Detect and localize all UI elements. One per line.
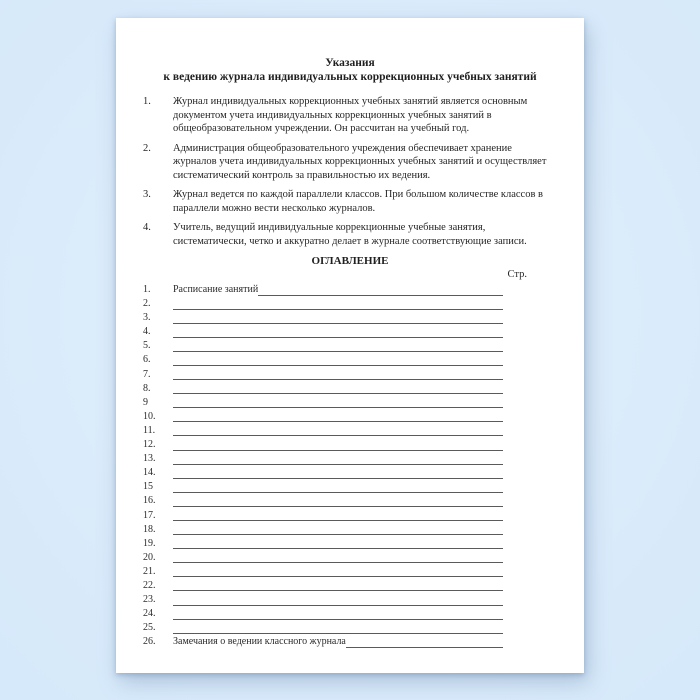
toc-row-number: 16. bbox=[143, 495, 156, 507]
toc-row bbox=[116, 438, 584, 452]
toc-row-number: 22. bbox=[143, 579, 156, 591]
toc-list bbox=[116, 283, 584, 649]
toc-row bbox=[116, 593, 584, 607]
title-line-2: к ведению журнала индивидуальных коррекционных учебных занятий bbox=[163, 71, 537, 83]
toc-row bbox=[116, 579, 584, 593]
toc-row bbox=[116, 339, 584, 353]
toc-row-number: 17. bbox=[143, 509, 156, 521]
toc-row bbox=[116, 494, 584, 508]
paragraph-number: 1. bbox=[143, 96, 151, 107]
toc-row-blank-line bbox=[173, 466, 503, 479]
toc-row-blank-line bbox=[173, 579, 503, 592]
toc-row bbox=[116, 551, 584, 565]
toc-row-number: 6. bbox=[143, 354, 151, 366]
toc-row-number: 9 bbox=[143, 396, 148, 408]
toc-row-blank-line bbox=[173, 396, 503, 409]
toc-row-blank-line bbox=[173, 565, 503, 578]
toc-row-number: 25. bbox=[143, 622, 156, 634]
toc-row-number: 8. bbox=[143, 382, 151, 394]
toc-row-number: 24. bbox=[143, 608, 156, 620]
toc-row bbox=[116, 452, 584, 466]
toc-row-number: 7. bbox=[143, 368, 151, 380]
toc-row-number: 19. bbox=[143, 537, 156, 549]
toc-row bbox=[116, 480, 584, 494]
document-page bbox=[116, 18, 584, 673]
toc-row-number: 23. bbox=[143, 594, 156, 606]
toc-row-blank-line bbox=[173, 325, 503, 338]
toc-row bbox=[116, 466, 584, 480]
toc-row-number: 21. bbox=[143, 565, 156, 577]
toc-row-blank-line bbox=[346, 635, 503, 648]
toc-row-number: 12. bbox=[143, 439, 156, 451]
toc-row bbox=[116, 537, 584, 551]
toc-row-blank-line bbox=[173, 438, 503, 451]
toc-row-number: 11. bbox=[143, 424, 156, 436]
toc-row-blank-line bbox=[173, 410, 503, 423]
toc-row-blank-line bbox=[173, 537, 503, 550]
toc-row bbox=[116, 382, 584, 396]
paragraph-text: Учитель, ведущий индивидуальные коррекционные учебные занятия, систематически, четко и аккуратно делает в журнале соответствующие записи. bbox=[173, 222, 527, 247]
toc-row-blank-line bbox=[173, 382, 503, 395]
instruction-paragraph bbox=[116, 142, 584, 183]
toc-row bbox=[116, 424, 584, 438]
toc-row-blank-line bbox=[173, 311, 503, 324]
instruction-paragraph bbox=[116, 95, 584, 136]
paragraph-number: 2. bbox=[143, 142, 151, 154]
toc-row bbox=[116, 297, 584, 311]
toc-row bbox=[116, 565, 584, 579]
page-column-label: Стр. bbox=[507, 269, 527, 280]
toc-row-blank-line bbox=[173, 339, 503, 352]
toc-row bbox=[116, 353, 584, 367]
toc-row-blank-line bbox=[173, 480, 503, 493]
toc-row bbox=[116, 635, 584, 649]
title-line-1: Указания bbox=[325, 57, 375, 69]
toc-row-blank-line bbox=[173, 353, 503, 366]
paragraph-text: Журнал ведется по каждой параллели классов. При большом количестве классов в параллели можно вести несколько журналов. bbox=[173, 189, 544, 214]
toc-row-blank-line bbox=[173, 509, 503, 522]
toc-row-blank-line bbox=[173, 593, 503, 606]
toc-row-number: 18. bbox=[143, 523, 156, 535]
toc-row bbox=[116, 607, 584, 621]
toc-row-label: Расписание занятий bbox=[173, 284, 259, 295]
instructions-list bbox=[116, 95, 584, 248]
toc-row bbox=[116, 523, 584, 537]
toc-row bbox=[116, 368, 584, 382]
toc-row bbox=[116, 621, 584, 635]
instruction-paragraph bbox=[116, 221, 584, 248]
toc-row-number: 14. bbox=[143, 467, 156, 479]
toc-row-blank-line bbox=[173, 607, 503, 620]
toc-row bbox=[116, 396, 584, 410]
toc-heading: ОГЛАВЛЕНИЕ bbox=[311, 255, 389, 267]
paragraph-number: 4. bbox=[143, 222, 151, 233]
toc-row-blank-line bbox=[173, 452, 503, 465]
toc-row-number: 4. bbox=[143, 326, 151, 338]
toc-row bbox=[116, 410, 584, 424]
toc-row-number: 5. bbox=[143, 340, 151, 352]
toc-row-number: 15 bbox=[143, 481, 153, 493]
toc-row-number: 13. bbox=[143, 453, 156, 465]
toc-row-number: 3. bbox=[143, 312, 151, 324]
toc-row-number: 20. bbox=[143, 551, 156, 563]
toc-row-blank-line bbox=[258, 283, 503, 296]
toc-row bbox=[116, 311, 584, 325]
paragraph-text: Администрация общеобразовательного учреждения обеспечивает хранение журналов учета индивидуальных коррекционных учебных занятий и осуществляет систематический контроль за правильностью их ведения. bbox=[173, 142, 547, 181]
toc-row bbox=[116, 325, 584, 339]
toc-row bbox=[116, 509, 584, 523]
toc-row-number: 26. bbox=[143, 636, 156, 648]
toc-row-blank-line bbox=[173, 424, 503, 437]
instruction-paragraph bbox=[116, 188, 584, 215]
document-title bbox=[116, 56, 584, 84]
toc-row-label: Замечания о ведении классного журнала bbox=[173, 636, 346, 648]
toc-row-blank-line bbox=[173, 621, 503, 634]
toc-row-blank-line bbox=[173, 297, 503, 310]
toc-row-number: 2. bbox=[143, 298, 151, 310]
toc-row-number: 10. bbox=[143, 410, 156, 422]
toc-row-blank-line bbox=[173, 368, 503, 381]
toc-row bbox=[116, 283, 584, 297]
toc-row-blank-line bbox=[173, 523, 503, 536]
toc-row-blank-line bbox=[173, 494, 503, 507]
toc-row-blank-line bbox=[173, 551, 503, 564]
toc-row-number: 1. bbox=[143, 284, 151, 295]
paragraph-number: 3. bbox=[143, 189, 151, 200]
paragraph-text: Журнал индивидуальных коррекционных учебных занятий является основным документом учета индивидуальных коррекционных учебных занятий в общеобразовательном учреждении. Он рассчитан на учебный год. bbox=[173, 96, 528, 134]
